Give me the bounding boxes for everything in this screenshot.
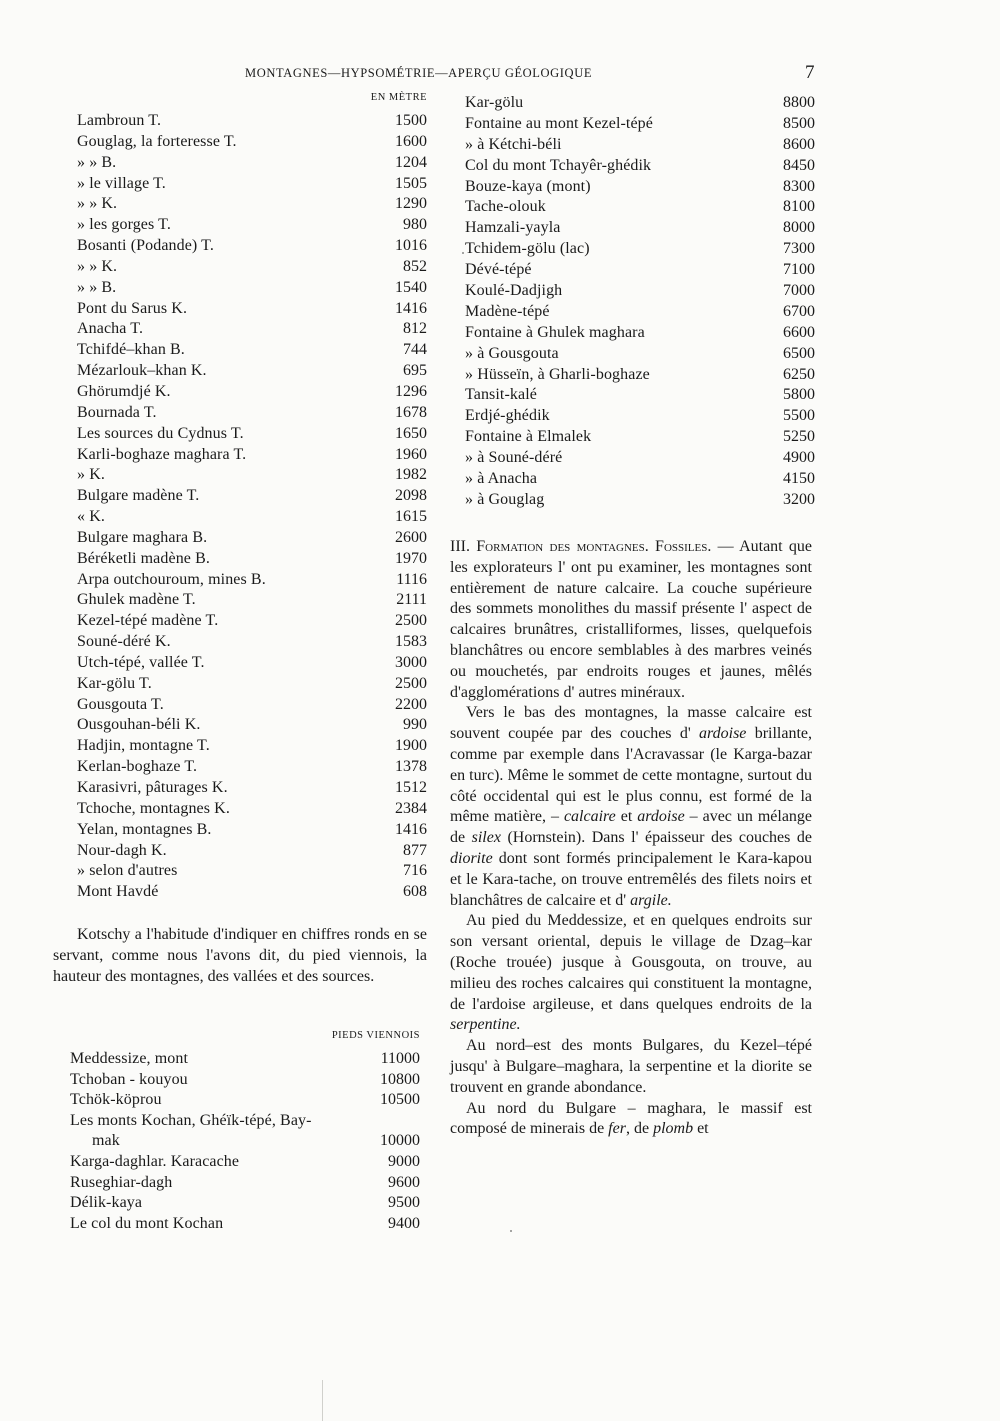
altitude-value: 3000 — [395, 653, 427, 671]
place-name: Délik-kaya — [70, 1194, 143, 1212]
place-name: » à Anacha — [465, 470, 538, 488]
altitude-row — [77, 195, 427, 216]
altitude-value: 1296 — [395, 382, 427, 400]
altitude-value: 8500 — [783, 114, 815, 132]
altitude-row — [465, 261, 815, 282]
altitude-value: 3200 — [783, 490, 815, 508]
altitude-value: 1116 — [396, 570, 427, 588]
altitude-row — [465, 407, 815, 428]
place-name: » à Gousgouta — [465, 344, 559, 362]
altitude-row — [77, 175, 427, 196]
paragraph-3 — [450, 911, 812, 1036]
place-name: » » K. — [77, 257, 118, 275]
altitude-row — [465, 115, 815, 136]
p2-text-f: dont sont formés principalement le Kara-kapou et le Kara-tache, on trouve entremêlés des filets noirs et blanchâtres de calcaire et d' — [450, 849, 812, 909]
altitude-value: 852 — [403, 257, 427, 275]
place-name: Madène-tépé — [465, 302, 550, 320]
place-name: Gouglag, la forteresse T. — [77, 132, 237, 150]
altitude-value: 2098 — [395, 487, 427, 505]
p5-text-a: Au nord du Bulgare – maghara, le massif est composé de minerais de — [450, 1099, 812, 1138]
place-name: Col du mont Tchayêr-ghédik — [465, 156, 652, 174]
altitude-value: 7300 — [783, 240, 815, 258]
place-name: Kezel-tépé madène T. — [77, 612, 219, 630]
altitude-value: 1900 — [395, 737, 427, 755]
term-serpentine: serpentine. — [450, 1016, 521, 1034]
place-name: Pont du Sarus K. — [77, 299, 188, 317]
altitude-row — [77, 466, 427, 487]
paragraph-5 — [450, 1099, 812, 1141]
place-name: mak — [92, 1132, 120, 1150]
place-name: Dévé-tépé — [465, 261, 532, 279]
place-name: Mont Havdé — [77, 883, 159, 901]
altitude-row — [77, 550, 427, 571]
place-name: Tchoche, montagnes K. — [77, 799, 230, 817]
term-calcaire: calcaire — [563, 808, 616, 826]
altitude-value: 7100 — [783, 261, 815, 279]
altitude-row — [77, 154, 427, 175]
altitude-row — [70, 1071, 420, 1092]
altitude-value: 5800 — [783, 386, 815, 404]
altitude-row — [70, 1112, 420, 1133]
altitude-row — [77, 279, 427, 300]
place-name: Mézarlouk–khan K. — [77, 362, 207, 380]
altitude-row — [77, 737, 427, 758]
unit-heading-viennese-feet: PIEDS VIENNOIS — [331, 1030, 420, 1041]
altitude-rows-continued — [465, 94, 815, 512]
paragraph-2 — [450, 703, 812, 911]
altitude-row — [77, 487, 427, 508]
altitude-value: 1204 — [395, 153, 427, 171]
place-name: Tache-olouk — [465, 198, 546, 216]
term-diorite: diorite — [450, 849, 493, 867]
altitude-row — [465, 324, 815, 345]
altitude-value: 10800 — [380, 1070, 420, 1088]
altitude-value: 1016 — [395, 237, 427, 255]
altitude-row — [70, 1153, 420, 1174]
altitude-value: 2200 — [395, 695, 427, 713]
place-name: Hamzali-yayla — [465, 219, 561, 237]
altitude-row — [465, 198, 815, 219]
place-name: Fontaine à Elmalek — [465, 428, 592, 446]
altitude-value: 1505 — [395, 174, 427, 192]
altitude-table-viennese-feet — [70, 1030, 420, 1235]
altitude-value: 608 — [403, 883, 427, 901]
place-name: Fontaine à Ghulek maghara — [465, 323, 645, 341]
altitude-row — [465, 240, 815, 261]
altitude-value: 1982 — [395, 466, 427, 484]
place-name: Bulgare maghara B. — [77, 528, 208, 546]
place-name: Meddessize, mont — [70, 1050, 189, 1067]
place-name: Tansit-kalé — [465, 386, 537, 404]
altitude-value: 1416 — [395, 299, 427, 317]
place-name: Erdjé-ghédik — [465, 407, 550, 425]
place-name: Fontaine au mont Kezel-tépé — [465, 114, 653, 132]
altitude-row — [77, 300, 427, 321]
altitude-value: 5250 — [783, 428, 815, 446]
altitude-value: 10000 — [380, 1132, 420, 1150]
altitude-value: 8000 — [783, 219, 815, 237]
p5-text-c: et — [693, 1120, 709, 1138]
place-name: Tchök-köprou — [70, 1091, 162, 1109]
altitude-row — [70, 1091, 420, 1112]
altitude-value: 695 — [403, 362, 427, 380]
altitude-value: 9600 — [388, 1173, 420, 1191]
paragraph-1: Autant que les explorateurs l' ont pu examiner, les montagnes sont entièrement de nature calcaire. La couche supérieure des sommets monolithes du massif présente l' aspect de calcaires brunâtres, cristalliformes, lisses, quelquefois blanchâtres ou encore semblables à des marbres veinés ou mouchetés, par endroits rouges et jaunes, mêlés d'agglomérations d' autres minéraux. — [450, 538, 812, 701]
altitude-value: 2384 — [395, 799, 427, 817]
place-name: Ghulek madène T. — [77, 591, 196, 609]
altitude-value: 9400 — [388, 1214, 420, 1232]
unit-heading-meters: EN MÈTRE — [370, 92, 427, 103]
place-name: Koulé-Dadjigh — [465, 282, 563, 300]
section-heading — [450, 537, 812, 703]
section-dash: — — [711, 538, 734, 555]
altitude-row — [77, 258, 427, 279]
p2-text-d: – avec un mélange de — [450, 808, 813, 847]
altitude-row — [77, 112, 427, 133]
altitude-row — [70, 1050, 420, 1071]
altitude-row — [77, 716, 427, 737]
place-name: Béréketli madène B. — [77, 549, 210, 567]
altitude-row — [77, 883, 427, 904]
altitude-value: 1583 — [395, 633, 427, 651]
place-name: Bulgare madène T. — [77, 487, 200, 505]
altitude-row — [465, 366, 815, 387]
altitude-row — [465, 303, 815, 324]
place-name: Bournada T. — [77, 403, 157, 421]
place-name: Kar-gölu — [465, 94, 524, 111]
place-name: Karasivri, pâturages K. — [77, 779, 228, 796]
altitude-value: 877 — [403, 841, 427, 859]
altitude-row — [465, 219, 815, 240]
altitude-row — [70, 1194, 420, 1215]
place-name: Ghörumdjé K. — [77, 382, 171, 400]
altitude-value: 8800 — [783, 94, 815, 111]
altitude-row — [70, 1174, 420, 1195]
paper-speck — [462, 252, 464, 254]
altitude-row — [465, 449, 815, 470]
place-name: Tchoban - kouyou — [70, 1070, 188, 1088]
p2-text-a: Vers le bas des montagnes, la masse calcaire est souvent coupée par des couches d' — [450, 704, 812, 743]
altitude-value: 8600 — [783, 135, 815, 153]
p2-text-c: et — [615, 808, 638, 826]
place-name: Souné-déré K. — [77, 633, 171, 651]
altitude-row — [465, 345, 815, 366]
paragraph-4: Au nord–est des monts Bulgares, du Kezel–tépé jusqu' à Bulgare–maghara, la serpentine et la diorite se trouvent en grande abondance. — [450, 1037, 812, 1096]
altitude-value: 2500 — [395, 612, 427, 630]
place-name: Tchidem-gölu (lac) — [465, 240, 590, 258]
altitude-row — [465, 178, 815, 199]
altitude-value: 716 — [403, 862, 427, 880]
place-name: Yelan, montagnes B. — [77, 820, 212, 838]
page-edge-mark — [322, 1380, 323, 1421]
altitude-value: 2600 — [395, 528, 427, 546]
altitude-row — [77, 758, 427, 779]
altitude-row — [465, 94, 815, 115]
term-argile: argile. — [630, 891, 672, 909]
kotschy-paragraph: Kotschy a l'habitude d'indiquer en chiffres ronds en se servant, comme nous l'avons dit, du pied viennois, la hauteur des montagnes, des vallées et des sources. — [53, 926, 427, 985]
altitude-row — [77, 633, 427, 654]
altitude-value: 1500 — [395, 112, 427, 129]
viennese-feet-rows — [70, 1050, 420, 1235]
term-plomb: plomb — [653, 1120, 694, 1138]
place-name: Gousgouta T. — [77, 695, 164, 713]
altitude-row — [77, 508, 427, 529]
altitude-row — [77, 425, 427, 446]
altitude-value: 1970 — [395, 549, 427, 567]
altitude-value: 4900 — [783, 449, 815, 467]
place-name: » » B. — [77, 278, 117, 296]
p2-text-e: (Hornstein). Dans l' épaisseur des couches de — [500, 829, 812, 847]
altitude-value: 8100 — [783, 198, 815, 216]
altitude-value: 812 — [403, 320, 427, 338]
altitude-value: 1540 — [395, 278, 427, 296]
altitude-value: 1960 — [395, 445, 427, 463]
altitude-value: 5500 — [783, 407, 815, 425]
altitude-row — [465, 491, 815, 512]
geology-section — [450, 537, 812, 1140]
altitude-value: 2111 — [396, 591, 427, 609]
place-name: Lambroun T. — [77, 112, 162, 129]
altitude-value: 9000 — [388, 1152, 420, 1170]
altitude-value: 8450 — [783, 156, 815, 174]
term-ardoise-2: ardoise — [637, 808, 685, 826]
place-name: » K. — [77, 466, 105, 484]
term-ardoise: ardoise — [699, 725, 747, 743]
place-name: » à Kétchi-béli — [465, 135, 562, 153]
altitude-row — [77, 779, 427, 800]
place-name: Ousgouhan-béli K. — [77, 716, 201, 734]
p5-text-b: , de — [625, 1120, 654, 1138]
altitude-row — [465, 386, 815, 407]
place-name: Le col du mont Kochan — [70, 1214, 224, 1232]
altitude-value: 7000 — [783, 282, 815, 300]
altitude-row — [77, 862, 427, 883]
place-name: » Hüsseïn, à Gharli-boghaze — [465, 365, 650, 383]
place-name: Nour-dagh K. — [77, 841, 167, 859]
altitude-row — [465, 428, 815, 449]
place-name: Bosanti (Podande) T. — [77, 237, 214, 255]
page-number: 7 — [805, 62, 815, 83]
place-name: » » B. — [77, 153, 117, 171]
p3-text-a: Au pied du Meddessize, et en quelques endroits sur son versant oriental, depuis le village de Dzag–kar (Roche trouée) jusque à Gousgouta, on trouve, au milieu des roches calcaires qui constituent la montagne, de l'ardoise argileuse, et dans quelques endroits de la — [450, 912, 812, 1013]
altitude-row — [77, 404, 427, 425]
altitude-row — [77, 696, 427, 717]
altitude-table-meters — [77, 92, 427, 904]
altitude-row — [77, 320, 427, 341]
place-name: » le village T. — [77, 174, 166, 192]
altitude-row — [77, 341, 427, 362]
altitude-row — [77, 591, 427, 612]
place-name: Ruseghiar-dagh — [70, 1173, 173, 1191]
altitude-value: 4150 — [783, 470, 815, 488]
running-title: MONTAGNES—HYPSOMÉTRIE—APERÇU GÉOLOGIQUE — [245, 66, 593, 80]
altitude-value: 6500 — [783, 344, 815, 362]
place-name: » à Souné-déré — [465, 449, 563, 467]
altitude-value: 1600 — [395, 132, 427, 150]
altitude-value: 1378 — [395, 758, 427, 776]
paper-speck — [510, 1230, 512, 1232]
altitude-value: 11000 — [380, 1050, 420, 1067]
altitude-row — [70, 1215, 420, 1236]
place-name: Anacha T. — [77, 320, 144, 338]
altitude-value: 6250 — [783, 365, 815, 383]
altitude-row — [77, 800, 427, 821]
place-name: » » K. — [77, 195, 118, 213]
altitude-row — [77, 446, 427, 467]
altitude-row — [77, 654, 427, 675]
altitude-row — [77, 821, 427, 842]
altitude-row — [465, 157, 815, 178]
altitude-row — [77, 383, 427, 404]
altitude-row — [77, 362, 427, 383]
place-name: Kar-gölu T. — [77, 674, 152, 692]
altitude-rows — [77, 112, 427, 904]
place-name: Utch-tépé, vallée T. — [77, 653, 205, 671]
altitude-value: 1512 — [395, 779, 427, 796]
term-silex: silex — [471, 829, 501, 847]
altitude-value: 1290 — [395, 195, 427, 213]
altitude-row — [77, 133, 427, 154]
place-name: Hadjin, montagne T. — [77, 737, 210, 755]
altitude-table-continued — [465, 94, 815, 512]
altitude-value: 6600 — [783, 323, 815, 341]
altitude-value: 6700 — [783, 302, 815, 320]
altitude-value: 8300 — [783, 177, 815, 195]
place-name: Arpa outchouroum, mines B. — [77, 570, 266, 588]
altitude-row — [465, 136, 815, 157]
place-name: Bouze-kaya (mont) — [465, 177, 591, 195]
altitude-row — [465, 470, 815, 491]
section-title: Formation des montagnes. Fossiles. — [476, 538, 712, 555]
altitude-row — [77, 216, 427, 237]
altitude-value: 1650 — [395, 424, 427, 442]
altitude-value: 10500 — [380, 1091, 420, 1109]
altitude-row — [77, 675, 427, 696]
altitude-value: 980 — [403, 216, 427, 234]
altitude-value: 1615 — [395, 508, 427, 526]
place-name: Karli-boghaze maghara T. — [77, 445, 247, 463]
altitude-value: 9500 — [388, 1194, 420, 1212]
place-name: Kerlan-boghaze T. — [77, 758, 198, 776]
altitude-value: 2500 — [395, 674, 427, 692]
place-name: Tchifdé–khan B. — [77, 341, 185, 359]
place-name: « K. — [77, 508, 105, 526]
altitude-value: 744 — [403, 341, 427, 359]
altitude-row — [465, 282, 815, 303]
term-fer: fer — [608, 1120, 626, 1138]
place-name: » selon d'autres — [77, 862, 178, 880]
place-name: Les sources du Cydnus T. — [77, 424, 244, 442]
section-number: III. — [450, 538, 470, 555]
altitude-row — [77, 612, 427, 633]
altitude-row — [70, 1132, 420, 1153]
place-name: Les monts Kochan, Ghéïk-tépé, Bay- — [70, 1111, 312, 1129]
place-name: » à Gouglag — [465, 490, 545, 508]
altitude-row — [77, 571, 427, 592]
altitude-value: 1416 — [395, 820, 427, 838]
altitude-value: 990 — [403, 716, 427, 734]
altitude-row — [77, 237, 427, 258]
altitude-value: 1678 — [395, 403, 427, 421]
place-name: Karga-daghlar. Karacache — [70, 1152, 240, 1170]
p2-text-b: brillante, comme par exemple dans l'Acravassar (le Karga-bazar en turc). Même le sommet de cette montagne, surtout du côté occidental qui est le plus connu, est formé de la même matière, – — [450, 725, 813, 826]
altitude-row — [77, 842, 427, 863]
place-name: » les gorges T. — [77, 216, 171, 234]
altitude-row — [77, 529, 427, 550]
